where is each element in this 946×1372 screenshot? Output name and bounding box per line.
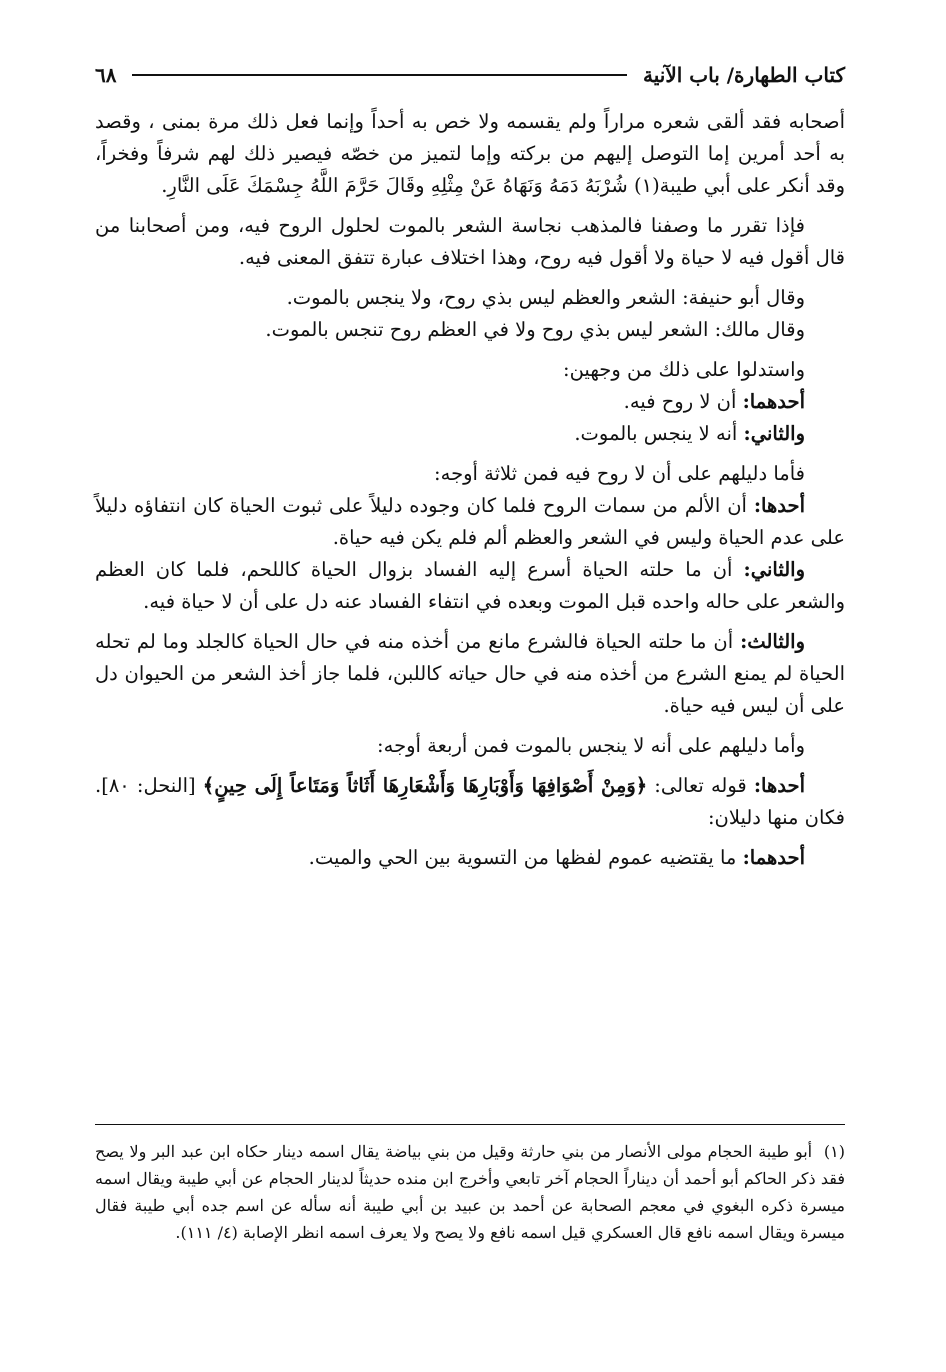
paragraph — [95, 314, 845, 346]
paragraph-text: ما يقتضيه عموم لفظها من التسوية بين الحي والميت. — [308, 846, 737, 869]
paragraph-lead: والثاني: — [743, 558, 806, 581]
paragraph-text: أن ما حلته الحياة أسرع إليه الفساد بزوال الحياة كاللحم، فلما كان العظم والشعر على حاله واحده قبل الموت وبعده في انتفاء الفساد عنه دل على أن لا حياة فيه. — [95, 558, 845, 613]
paragraph-text: أصحابه فقد ألقى شعره مراراً ولم يقسمه ولا خص به أحداً وإنما فعل ذلك مرة بمنى ، وقصد به أحد أمرين إما التوصل إليهم من بركته وإما لتميز من خصّه فيصير ذلك لهم شرفاً وفخراً، وقد أنكر على أبي طيبة(١) شُرْبَهُ دَمَهُ وَنَهَاهُ عَنْ مِثْلِهِ وقَالَ حَرَّمَ اللَّهُ جِسْمَكَ عَلَى النَّارِ. — [95, 110, 845, 197]
paragraph-text: أن الألم من سمات الروح فلما كان وجوده دليلاً على ثبوت الحياة كان انتفاؤه دليلاً على عدم الحياة وليس في الشعر والعظم ألم فلم يكن فيه حياة. — [95, 494, 845, 549]
paragraph-lead: أحدهما: — [742, 390, 805, 413]
paragraph-text: قوله تعالى: — [654, 774, 747, 797]
paragraph-text: وأما دليلهم على أنه لا ينجس بالموت فمن أربعة أوجه: — [377, 734, 805, 757]
paragraph-text: واستدلوا على ذلك من وجهين: — [563, 358, 805, 381]
paragraph-lead: والثاني: — [743, 422, 805, 445]
paragraph-text: أن لا روح فيه. — [623, 390, 737, 413]
quran-verse: ﴿وَمِنْ أَصْوَافِهَا وَأَوْبَارِهَا وَأَشْعَارِهَا أَثَاثاً وَمَتَاعاً إِلَى حِينٍ﴾ — [202, 774, 648, 797]
paragraph — [95, 210, 845, 274]
footnote — [95, 1138, 845, 1246]
paragraph-text: وقال مالك: الشعر ليس بذي روح ولا في العظم روح تنجس بالموت. — [265, 318, 805, 341]
footnote-text: أبو طيبة الحجام مولى الأنصار من بني حارثة وقيل من بني بياضة يقال اسمه دينار حكاه ابن عبد البر ولا يصح فقد ذكر الحاكم أبو أحمد أن ديناراً الحجام آخر تابعي وأخرج ابن منده حديثاً لدينار الحجام عن أبي طيبة ويقال اسمه ميسرة ذكره البغوي في معجم الصحابة عن أحمد بن عبيد بن أبي طيبة أنه سأله عن اسم جده أبي طيبة فقال ميسرة ويقال اسمه نافع قال العسكري قيل اسمه نافع ولا يصح ولا يعرف اسمه انظر الإصابة (٤/ ١١١). — [95, 1142, 845, 1242]
paragraph — [95, 842, 845, 874]
main-text — [95, 106, 845, 882]
paragraph-text: وقال أبو حنيفة: الشعر والعظم ليس بذي روح، ولا ينجس بالموت. — [286, 286, 805, 309]
footnote-rule — [95, 1124, 845, 1125]
paragraph-text: فإذا تقرر ما وصفنا فالمذهب نجاسة الشعر بالموت لحلول الروح فيه، ومن أصحابنا من قال أقول فيه لا حياة ولا أقول فيه روح، وهذا اختلاف عبارة تتفق المعنى فيه. — [95, 214, 845, 269]
paragraph — [95, 386, 845, 418]
paragraph-lead: والثالث: — [740, 630, 805, 653]
paragraph-text: فأما دليلهم على أن لا روح فيه فمن ثلاثة أوجه: — [434, 462, 805, 485]
paragraph — [95, 282, 845, 314]
footnote-marker: (١) — [823, 1142, 846, 1161]
paragraph — [95, 490, 845, 554]
paragraph — [95, 554, 845, 618]
paragraph — [95, 418, 845, 450]
paragraph — [95, 106, 845, 202]
page-header — [95, 60, 845, 90]
paragraph — [95, 458, 845, 490]
paragraph — [95, 730, 845, 762]
verse-citation: [النحل: ٨٠]. فكان منها دليلان: — [95, 774, 845, 829]
paragraph-lead: أحدها: — [753, 494, 805, 517]
paragraph-lead: أحدها: — [753, 774, 805, 797]
header-rule — [132, 74, 627, 76]
running-title: كتاب الطهارة/ باب الآنية — [643, 63, 845, 87]
paragraph — [95, 626, 845, 722]
paragraph — [95, 770, 845, 834]
paragraph — [95, 354, 845, 386]
paragraph-text: أن ما حلته الحياة فالشرع مانع من أخذه منه في حال الحياة كالجلد وما لم تحله الحياة لم يمنع الشرع من أخذه منه في حال حياته كاللبن، فلما جاز أخذ الشعر من الحيوان دل على أن ليس فيه حياة. — [95, 630, 845, 717]
paragraph-text: أنه لا ينجس بالموت. — [574, 422, 738, 445]
paragraph-lead: أحدهما: — [742, 846, 805, 869]
page-number: ٦٨ — [95, 63, 117, 87]
